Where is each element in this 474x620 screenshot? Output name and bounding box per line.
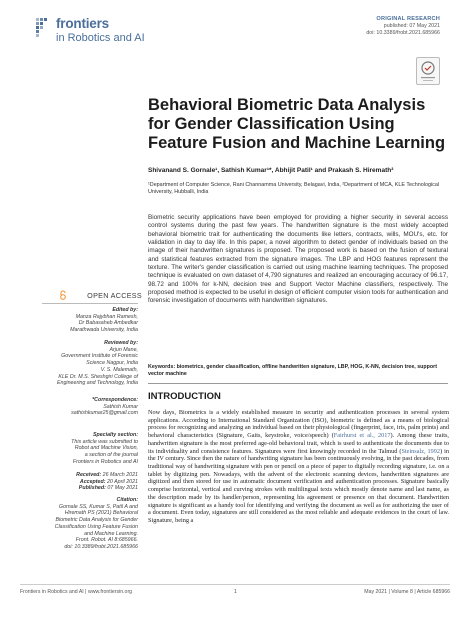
brand-name: frontiers bbox=[56, 16, 109, 31]
reviewer-line: KLE Dr. M.S. Sheshgiri College of bbox=[58, 373, 138, 380]
editor-line: Dr Babasaheb Ambedkar bbox=[78, 320, 138, 327]
intro-text-part: ). Among these traits, handwritten signature is the most preferred age-old behavioral trait, which is used to authenticate the documents due to its individuality and consistence features. Signatures were first knowingly recorded in the Talmud ( bbox=[148, 432, 449, 455]
affiliation: ¹Department of Computer Science, Rani Channamma University, Belagavi, India, ²Department of MCA, KLE Technological University, Hubballi, India bbox=[148, 182, 440, 196]
citation-link[interactable]: Fairhurst et al., 2017 bbox=[333, 432, 391, 440]
citation-line: Front. Robot. AI 8:685966. bbox=[75, 537, 138, 544]
reviewed-by-label: Reviewed by: bbox=[104, 340, 138, 346]
check-for-updates-icon[interactable] bbox=[416, 57, 440, 85]
reviewer-line: V. S. Malemath, bbox=[100, 366, 138, 373]
doi[interactable]: doi: 10.3389/frobt.2021.685966 bbox=[366, 30, 440, 36]
specialty-line: This article was submitted to bbox=[71, 438, 138, 445]
affiliations bbox=[148, 182, 448, 197]
specialty-line: Robot and Machine Vision, bbox=[74, 445, 138, 452]
specialty-line: a section of the journal bbox=[84, 452, 138, 459]
intro-text-part: Now days, Biometrics is a widely established measure in security and authentication processes in several system applications. According to International Standard Organization (ISO), biometric is defined as a means of biological process for recognizing and analyzing an individual based on their physiological (fingerprint, face, iris, palm prints) and behavioral characteristics (Signature, Gaits, keystroke, voice/speech) ( bbox=[148, 409, 449, 440]
citation-line: and Machine Learning. bbox=[84, 530, 138, 537]
reviewer-line: Science Nagpur, India bbox=[86, 360, 138, 367]
citation-doi[interactable]: doi: 10.3389/frobt.2021.685966 bbox=[64, 543, 138, 550]
correspondence bbox=[20, 397, 138, 417]
intro-text-part: ) in the IV century. Since then the nature of handwriting signature has been continuously evolving, in the past decades, from traditional way of handwriting signature with pen or pencil on a piece of paper to digitally recording signature, i.e. on a tablet by digitizing pen. Nowadays, with the advent of the electronic scanning devices, handwritten signatures are digitized and then stored for use in automatic document verification and authentication processes. Signature basically comprise horizontal, vertical and curving strokes with multilingual texts which mostly denote name and last name, as the description made by its handler/person, representing his agreement or presence on that document. Handwritten signature is significant as a handy tool for identifying and verifying the document as well as for authorizing the user of a document. Even today, signatures are still considered as the most reliable and adequate evidences in the court of law. Signature, being a bbox=[148, 447, 449, 525]
editor-line: Marathwada University, India bbox=[70, 327, 138, 334]
keywords-label: Keywords: bbox=[148, 364, 176, 370]
correspondence-label: *Correspondence: bbox=[92, 397, 138, 403]
paper-title: Behavioral Biometric Data Analysis for Gender Classification Using Feature Fusion and Machine Learning bbox=[148, 96, 446, 152]
introduction-text bbox=[148, 409, 449, 525]
article-meta bbox=[366, 16, 440, 37]
edited-by-label: Edited by: bbox=[112, 307, 138, 313]
reviewer-line: Engineering and Technology, India bbox=[57, 380, 138, 387]
specialty-section bbox=[20, 432, 138, 466]
open-access-label: OPEN ACCESS bbox=[87, 291, 142, 300]
reviewer-line: Arjun Mane, bbox=[109, 346, 138, 353]
published-label: Published: bbox=[78, 485, 106, 492]
correspondent-name: Sathish Kumar bbox=[103, 403, 138, 410]
journal-brand[interactable] bbox=[56, 17, 145, 44]
history-dates bbox=[20, 472, 138, 492]
keywords-list: biometrics, gender classification, offline handwritten signature, LBP, HOG, K-NN, decision tree, support vector machine bbox=[148, 364, 437, 377]
editor-line: Manza Rajybhan Ramesh, bbox=[75, 313, 138, 320]
edited-by bbox=[20, 307, 138, 334]
specialty-label: Specialty section: bbox=[92, 432, 138, 438]
divider bbox=[148, 383, 448, 384]
accepted-date: 20 April 2021 bbox=[106, 478, 138, 485]
citation-line: Gornale SS, Kumar S, Patil A and bbox=[58, 503, 138, 510]
brand-journal: in Robotics and AI bbox=[56, 31, 145, 44]
article-type: ORIGINAL RESEARCH bbox=[376, 16, 440, 22]
received-label: Received: bbox=[76, 472, 102, 478]
citation-link[interactable]: Steinsalz, 1992 bbox=[401, 447, 441, 455]
keywords bbox=[148, 364, 448, 378]
frontiers-logo-icon bbox=[33, 17, 51, 39]
specialty-line: Frontiers in Robotics and AI bbox=[72, 458, 138, 465]
divider bbox=[20, 584, 450, 585]
author-list[interactable]: Shivanand S. Gornale¹, Sathish Kumar¹*, Abhijit Patil¹ and Prakash S. Hiremath² bbox=[148, 167, 394, 174]
abstract: Biometric security applications have been employed for providing a higher security in several access control systems during the past few years. The handwritten signature is the most widely accepted behavioral biometric trait for authenticating the documents like letters, contracts, wills, MOU's, etc. for validation in day to day life. In this paper, a novel algorithm to detect gender of individuals based on the image of their handwritten signatures is proposed. The proposed work is based on the fusion of textural and statistical features extracted from the signature images. The LBP and HOG features represent the texture. The writer's gender classification is carried out using machine learning techniques. The proposed technique is evaluated on own dataset of 4,790 signatures and realized an encouraging accuracy of 96.17, 98.72 and 100% for k-NN, decision tree and Support Vector Machine classifiers, respectively. The proposed method is expected to be useful in design of efficient computer vision tools for authentication and forensic investigation of documents with handwritten signatures. bbox=[148, 214, 448, 305]
footer-volume: May 2021 | Volume 8 | Article 685966 bbox=[364, 589, 450, 595]
correspondent-email[interactable]: sathishkumar25@gmail.com bbox=[71, 410, 138, 417]
reviewed-by bbox=[20, 340, 138, 387]
citation-line: Biometric Data Analysis for Gender bbox=[55, 517, 138, 524]
divider bbox=[42, 303, 138, 304]
published-date: published: 07 May 2021 bbox=[383, 23, 440, 29]
accepted-label: Accepted: bbox=[79, 478, 106, 485]
page-number: 1 bbox=[234, 589, 237, 595]
published-date-side: 07 May 2021 bbox=[107, 485, 138, 492]
reviewer-line: Government Institute of Forensic bbox=[61, 353, 138, 360]
received-date: 26 March 2021 bbox=[102, 472, 138, 478]
citation bbox=[20, 497, 138, 551]
section-heading-introduction: INTRODUCTION bbox=[148, 391, 221, 402]
citation-line: Hiremath PS (2021) Behavioral bbox=[64, 510, 138, 517]
footer-journal[interactable]: Frontiers in Robotics and AI | www.frontiersin.org bbox=[20, 589, 133, 595]
citation-line: Classification Using Feature Fusion bbox=[54, 523, 138, 530]
citation-label: Citation: bbox=[116, 497, 138, 503]
